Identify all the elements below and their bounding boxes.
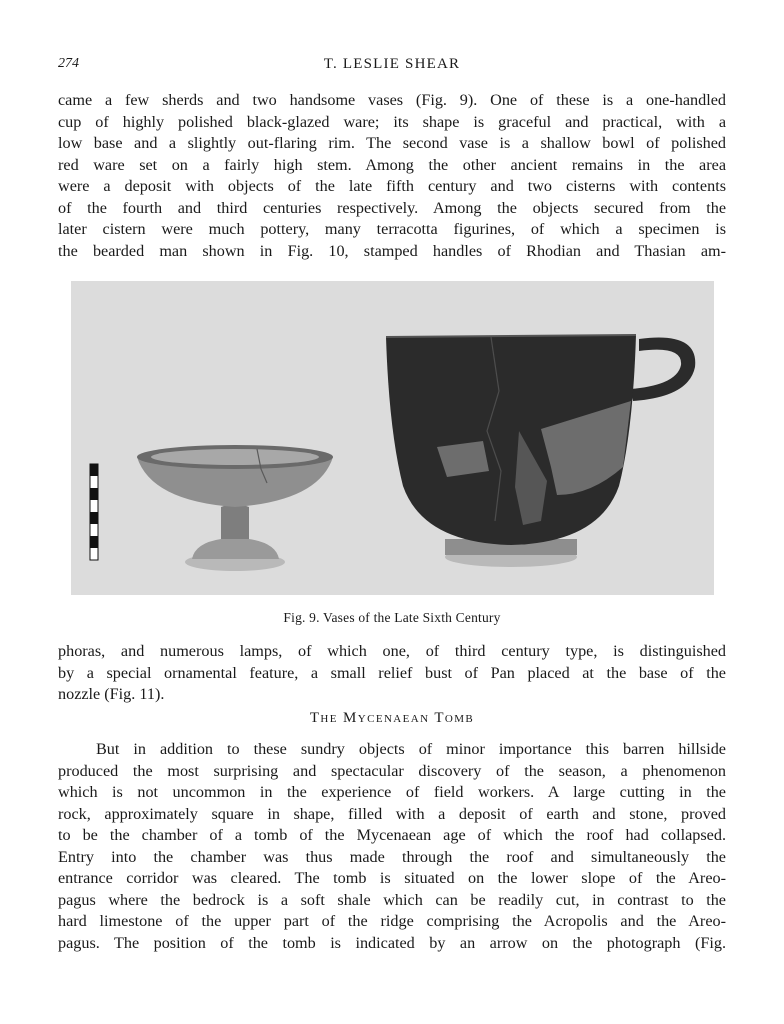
text-line: the bearded man shown in Fig. 10, stamped handles of Rhodian and Thasian am- [58,241,726,260]
text-line: low base and a slightly out-flaring rim. The second vase is a shallow bowl of polished [58,134,726,152]
page-number: 274 [58,56,79,71]
text-line: phoras, and numerous lamps, of which one, of third century type, is distinguished [58,642,726,660]
scale-bar-icon [90,464,98,560]
text-line: to be the chamber of a tomb of the Mycenaean age of which the roof had collapsed. [58,826,726,844]
text-line: came a few sherds and two handsome vases (Fig. 9). One of these is a one-handled [58,91,726,109]
paragraph-2 [58,641,726,706]
text-line: produced the most surprising and spectacular discovery of the season, a phenomenon [58,761,726,780]
paragraph-1 [58,90,726,262]
text-line: pagus. The position of the tomb is indicated by an arrow on the photograph (Fig. [58,933,726,952]
text-line: red ware set on a fairly high stem. Among the other ancient remains in the area [58,155,726,174]
text-line: pagus where the bedrock is a soft shale which can be readily cut, in contrast to the [58,890,726,909]
text-line: which is not uncommon in the experience of field workers. A large cutting in the [58,783,726,801]
text-line: later cistern were much pottery, many terracotta figurines, of which a specimen is [58,220,726,238]
paragraph-3 [58,739,726,954]
figure-9-photograph [71,281,714,595]
figure-caption: Fig. 9. Vases of the Late Sixth Century [283,610,501,625]
running-head [58,56,726,78]
text-line: by a special ornamental feature, a small relief bust of Pan placed at the base of the [58,663,726,682]
text-line: entrance corridor was cleared. The tomb is situated on the lower slope of the Areo- [58,869,726,887]
text-line: rock, approximately square in shape, filled with a deposit of earth and stone, proved [58,804,726,823]
text-line: Entry into the chamber was thus made through the roof and simultaneously the [58,847,726,866]
running-title: T. LESLIE SHEAR [323,56,461,72]
text-line: of the fourth and third centuries respectively. Among the objects secured from the [58,198,726,217]
text-line: But in addition to these sundry objects of minor importance this barren hillside [96,740,726,758]
section-heading: The Mycenaean Tomb [309,710,475,726]
text-line: cup of highly polished black-glazed ware; its shape is graceful and practical, with a [58,112,726,131]
text-line: hard limestone of the upper part of the ridge comprising the Acropolis and the Areo- [58,912,726,930]
text-line: were a deposit with objects of the late fifth century and two cisterns with contents [58,177,726,195]
text-line: nozzle (Fig. 11). [58,685,165,703]
